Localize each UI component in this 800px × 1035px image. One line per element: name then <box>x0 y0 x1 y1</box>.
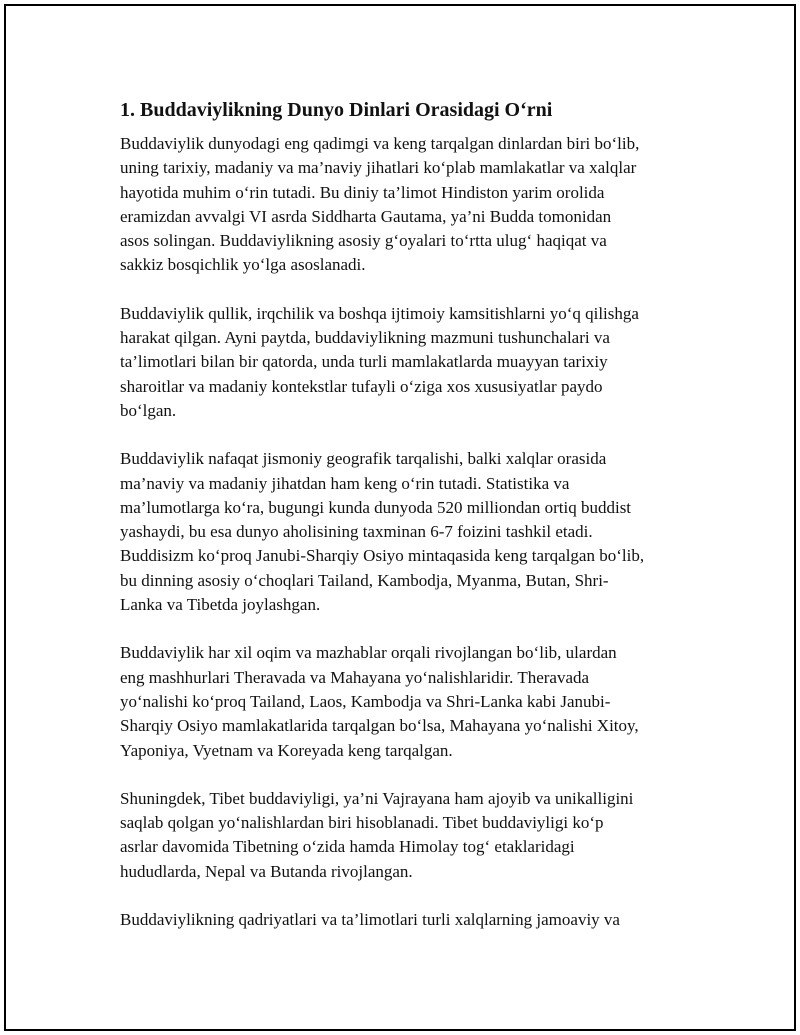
text-line: Shuningdek, Tibet buddaviyligi, ya’ni Vajrayana ham ajoyib va unikalligini <box>120 788 634 808</box>
text-line: Buddaviylikning qadriyatlari va ta’limotlari turli xalqlarning jamoaviy va <box>120 910 620 930</box>
text-line: sharoitlar va madaniy kontekstlar tufayli o‘ziga xos xususiyatlar paydo <box>120 376 603 396</box>
text-line: Yaponiya, Vyetnam va Koreyada keng tarqalgan. <box>120 740 453 760</box>
text-line: bo‘lgan. <box>120 400 177 420</box>
text-line: Buddaviylik nafaqat jismoniy geografik tarqalishi, balki xalqlar orasida <box>120 449 607 469</box>
text-line: Buddaviylik dunyodagi eng qadimgi va keng tarqalgan dinlardan biri bo‘lib, <box>120 134 640 153</box>
text-line: Lanka va Tibetda joylashgan. <box>120 595 321 615</box>
paragraph-4 <box>120 641 710 762</box>
text-line: hayotida muhim o‘rin tutadi. Bu diniy ta’limot Hindiston yarim orolida <box>120 182 605 202</box>
text-line: bu dinning asosiy o‘choqlari Tailand, Kambodja, Myanma, Butan, Shri- <box>120 570 609 590</box>
text-line: yo‘nalishi ko‘proq Tailand, Laos, Kambodja va Shri-Lanka kabi Janubi- <box>120 691 611 711</box>
text-line: Sharqiy Osiyo mamlakatlarida tarqalgan bo‘lsa, Mahayana yo‘nalishi Xitoy, <box>120 716 639 736</box>
text-line: sakkiz bosqichlik yo‘lga asoslanadi. <box>120 255 366 275</box>
text-line: ta’limotlari bilan bir qatorda, unda turli mamlakatlarda muayyan tarixiy <box>120 352 608 372</box>
document-body <box>120 96 710 956</box>
section-heading: 1. Buddaviylikning Dunyo Dinlari Orasidagi O‘rni <box>120 99 553 121</box>
paragraph-6 <box>120 908 710 932</box>
text-line: hududlarda, Nepal va Butanda rivojlangan. <box>120 861 413 881</box>
text-line: uning tarixiy, madaniy va ma’naviy jihatlari ko‘plab mamlakatlar va xalqlar <box>120 158 637 178</box>
text-line: Buddaviylik har xil oqim va mazhablar orqali rivojlangan bo‘lib, ulardan <box>120 643 617 663</box>
paragraph-3 <box>120 447 710 617</box>
text-line: saqlab qolgan yo‘nalishlardan biri hisoblanadi. Tibet buddaviyligi ko‘p <box>120 813 604 833</box>
text-line: harakat qilgan. Ayni paytda, buddaviylikning mazmuni tushunchalari va <box>120 328 610 348</box>
text-line: Buddisizm ko‘proq Janubi-Sharqiy Osiyo mintaqasida keng tarqalgan bo‘lib, <box>120 546 645 566</box>
page-frame <box>4 4 796 1031</box>
text-line: Buddaviylik qullik, irqchilik va boshqa ijtimoiy kamsitishlarni yo‘q qilishga <box>120 303 639 323</box>
text-line: yashaydi, bu esa dunyo aholisining taxminan 6-7 foizini tashkil etadi. <box>120 522 593 542</box>
text-line: asrlar davomida Tibetning o‘zida hamda Himolay tog‘ etaklaridagi <box>120 837 575 857</box>
paragraph-5 <box>120 787 710 884</box>
text-line: asos solingan. Buddaviylikning asosiy g‘oyalari to‘rtta ulug‘ haqiqat va <box>120 231 607 251</box>
text-line: ma’lumotlarga ko‘ra, bugungi kunda dunyoda 520 milliondan ortiq buddist <box>120 497 632 517</box>
paragraph-2 <box>120 302 710 423</box>
text-line: ma’naviy va madaniy jihatdan ham keng o‘rin tutadi. Statistika va <box>120 473 570 493</box>
text-line: eng mashhurlari Theravada va Mahayana yo‘nalishlaridir. Theravada <box>120 667 590 687</box>
paragraph-1 <box>120 132 710 278</box>
text-line: eramizdan avvalgi VI asrda Siddharta Gautama, ya’ni Budda tomonidan <box>120 206 612 226</box>
